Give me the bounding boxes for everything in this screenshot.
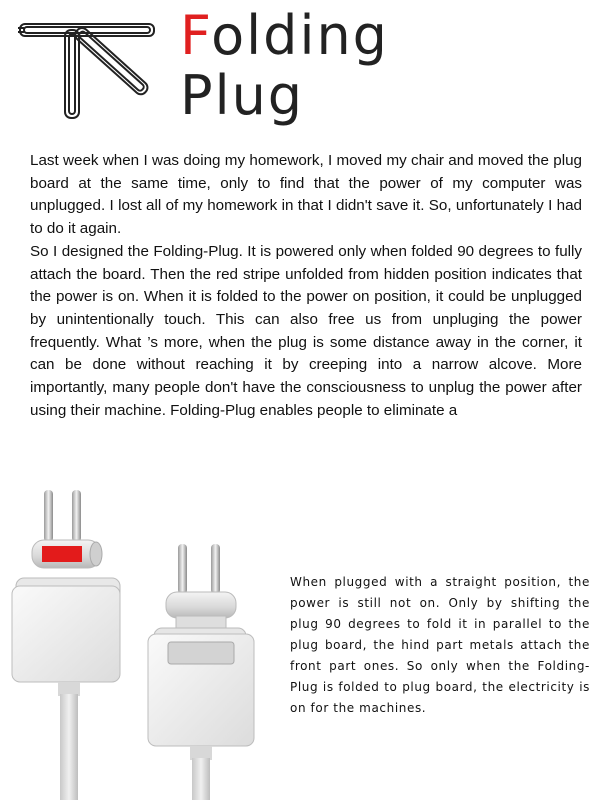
body-text bbox=[30, 150, 582, 422]
paragraph-1: Last week when I was doing my homework, I moved my chair and moved the plug board at the same time, only to find that the power of my computer was unplugged. I lost all of my homework in that I didn't save it. So, unfortunately I had to do it again. bbox=[30, 152, 582, 238]
page-title bbox=[180, 6, 389, 126]
left-plug bbox=[12, 490, 120, 800]
title-line-1-rest: olding bbox=[211, 4, 389, 67]
paragraph-2: So I designed the Folding-Plug. It is powered only when folded 90 degrees to fully attach the board. Then the red stripe unfolded from hidden position indicates that the power is on. When it is folded to the power on position, it could be unplugged by unintentionally touch. This can also free us from unpluging the power frequently. What ’s more, when the plug is some distance away in the corner, it can be done without reaching it by creeping into a narrow alcove. More importantly, many people don't have the consciousness to unplug the power after using their machine. Folding-Plug enables people to eliminate a bbox=[30, 242, 582, 419]
title-line-2: Plug bbox=[180, 64, 305, 127]
figure-caption: When plugged with a straight position, the power is still not on. Only by shifting the plug 90 degrees to fold it in parallel to the plug board, the hind part metals attach the front part ones. So only when the Folding-Plug is folded to plug board, the electricity is on for the machines. bbox=[290, 575, 590, 715]
right-plug bbox=[148, 544, 254, 800]
title-line-1 bbox=[180, 6, 389, 66]
product-photo bbox=[8, 482, 278, 800]
title-first-letter: F bbox=[180, 4, 212, 67]
folding-plug-logo-icon bbox=[18, 12, 158, 124]
